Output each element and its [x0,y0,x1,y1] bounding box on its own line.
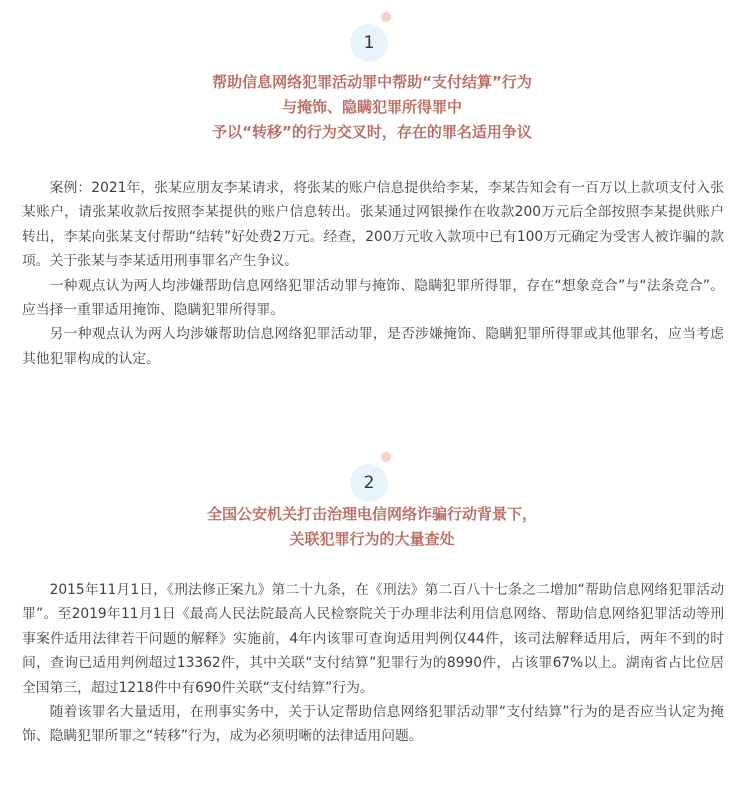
section-title-line: 关联犯罪行为的大量查处 [289,530,455,548]
section-number-badge: 1 [350,24,388,62]
paragraph: 另一种观点认为两人均涉嫌帮助信息网络犯罪活动罪，是否涉嫌掩饰、隐瞒犯罪所得罪或其他罪名，应当考虑其他犯罪构成的认定。 [22,326,724,367]
section-title [0,502,744,552]
paragraph: 随着该罪名大量适用，在刑事实务中，关于认定帮助信息网络犯罪活动罪“支付结算”行为的是否应当认定为掩饰、隐瞒犯罪所罪之“转移”行为，成为必须明晰的法律适用问题。 [22,704,724,745]
section-title-line: 全国公安机关打击治理电信网络诈骗行动背景下， [206,505,537,523]
paragraph: 案例：2021年，张某应朋友李某请求，将张某的账户信息提供给李某，李某告知会有一百万以上款项支付入张某账户，请张某收款后按照李某提供的账户信息转出。张某通过网银操作在收款200万元后全部按照李某提供账户转出，李某向张某支付帮助“结转”好处费2万元。经查，200万元收入款项中已有100万元确定为受害人被诈骗的款项。关于张某与李某适用刑事罪名产生争议。 [22,180,724,270]
section-number-badge: 2 [350,464,388,502]
section-body [22,578,724,749]
section-body [22,176,724,371]
section-title-line: 帮助信息网络犯罪活动罪中帮助“支付结算”行为 [212,73,532,91]
section-title-line: 与掩饰、隐瞒犯罪所得罪中 [281,98,462,116]
paragraph: 2015年11月1日，《刑法修正案九》第二十九条，在《刑法》第二百八十七条之二增加“帮助信息网络犯罪活动罪”。至2019年11月1日《最高人民法院最高人民检察院关于办理非法利用信息网络、帮助信息网络犯罪活动等刑事案件适用法律若干问题的解释》实施前，4年内该罪可查询适用判例仅44件，该司法解释适用后，两年不到的时间，查询已适用判例超过13362件，其中关联“支付结算”犯罪行为的8990件，占该罪67%以上。湖南省占比位居全国第三，超过1218件中有690件关联“支付结算”行为。 [22,582,724,696]
decorative-dot [381,452,391,462]
section-title [0,70,744,145]
section-title-line: 予以“转移”的行为交叉时，存在的罪名适用争议 [212,123,532,141]
decorative-dot [381,12,391,22]
paragraph: 一种观点认为两人均涉嫌帮助信息网络犯罪活动罪与掩饰、隐瞒犯罪所得罪，存在“想象竞合”与“法条竞合”。应当择一重罪适用掩饰、隐瞒犯罪所得罪。 [22,277,724,319]
